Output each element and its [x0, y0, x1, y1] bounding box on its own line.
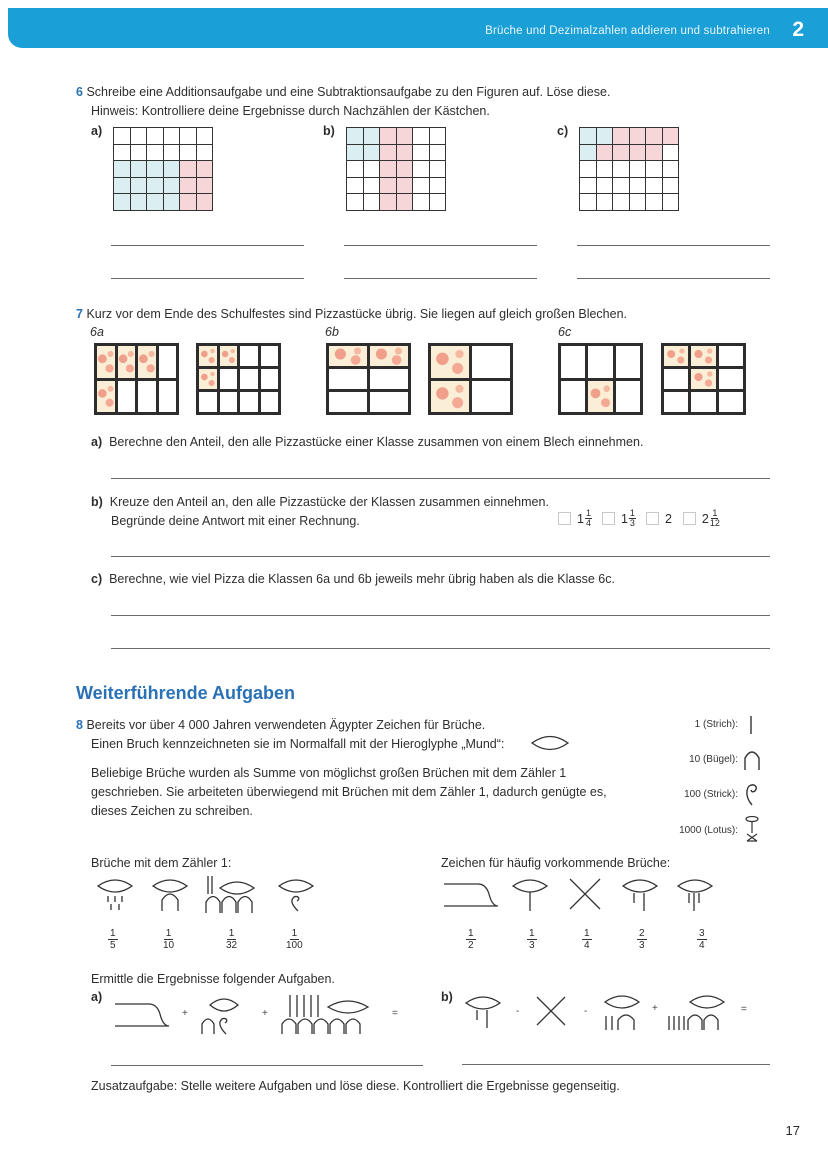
fraction [629, 509, 636, 528]
hieroglyph-one-12th-icon [602, 992, 642, 1032]
task-number: 6 [76, 85, 83, 99]
denominator: 4 [585, 518, 591, 528]
chapter-title: Brüche und Dezimalzahlen addieren und subtrahieren [485, 25, 770, 37]
hieroglyph-three-quarters-icon [675, 876, 715, 912]
hieroglyph-one-third-icon [510, 876, 550, 912]
denominator: 100 [286, 940, 303, 951]
denominator: 2 [468, 940, 474, 951]
task-7c-text: Berechne, wie viel Pizza die Klassen 6a und 6b jeweils mehr übrig haben als die Klasse 6c. [109, 572, 615, 586]
pizza-tray-6c-2 [661, 343, 746, 415]
fraction-label [163, 928, 174, 951]
answer-line-7c-1[interactable] [111, 615, 770, 616]
hieroglyph-one-tenth-icon [150, 876, 190, 912]
operator-equals: = [741, 1004, 747, 1015]
common-fractions-title: Zeichen für häufig vorkommende Brüche: [441, 856, 671, 870]
pizza-tray-6a-1 [94, 343, 179, 415]
denominator: 4 [699, 940, 705, 951]
answer-line-6a-1[interactable] [111, 245, 304, 246]
numerator: 1 [165, 928, 172, 939]
exercise-title: Ermittle die Ergebnisse folgender Aufgaben. [91, 972, 335, 986]
task-number: 7 [76, 307, 83, 321]
answer-line-6c-1[interactable] [577, 245, 770, 246]
answer-line-7b[interactable] [111, 556, 770, 557]
fraction-label [108, 928, 118, 951]
denominator: 12 [709, 518, 720, 528]
task-7-intro-line [76, 305, 627, 324]
denominator: 5 [110, 940, 116, 951]
numeral-label-1: 1 (Strich): [694, 719, 738, 730]
choice-whole: 1 [620, 511, 628, 526]
grid-figure-b [346, 127, 446, 211]
chapter-number: 2 [792, 18, 804, 41]
task-number: 8 [76, 718, 83, 732]
task-6-hint: Hinweis: Kontrolliere deine Ergebnisse durch Nachzählen der Kästchen. [91, 104, 490, 118]
checkbox[interactable] [602, 512, 615, 525]
rope-coil-icon [744, 781, 760, 807]
choice-whole: 2 [701, 511, 709, 526]
task-7a [91, 433, 643, 452]
task-8-line-1 [76, 716, 485, 735]
pizza-tray-6b-2 [428, 343, 513, 415]
numerator: 1 [629, 508, 635, 518]
task-6-instruction: Schreibe eine Additionsaufgabe und eine Subtraktionsaufgabe zu den Figuren auf. Löse diese. [86, 85, 611, 99]
checkbox[interactable] [558, 512, 571, 525]
hieroglyph-one-quarter-icon [567, 876, 603, 912]
answer-line-8a[interactable] [111, 1065, 423, 1066]
task-7b [91, 493, 549, 512]
answer-line-6a-2[interactable] [111, 278, 304, 279]
unit-fractions-title: Brüche mit dem Zähler 1: [91, 856, 232, 870]
task-7c [91, 570, 615, 589]
class-label-6a: 6a [90, 325, 104, 339]
answer-line-8b[interactable] [462, 1064, 770, 1065]
fraction [585, 509, 592, 528]
hieroglyph-one-110th-icon [200, 995, 242, 1035]
task-7b-line-2: Begründe deine Antwort mit einer Rechnung. [111, 514, 360, 528]
stroke-icon [748, 715, 754, 735]
choice-1-1-3[interactable] [602, 509, 636, 528]
fraction-label [697, 928, 707, 951]
fig-c-label: c) [557, 124, 569, 138]
fraction-label [226, 928, 237, 951]
denominator: 3 [629, 518, 635, 528]
lotus-icon [744, 815, 760, 843]
hieroglyph-two-thirds-icon [620, 876, 660, 912]
page-number: 17 [785, 1123, 800, 1138]
numerator: 1 [712, 508, 718, 518]
numerator: 1 [110, 928, 116, 939]
task-6-line-1 [76, 83, 610, 102]
fraction-label [466, 928, 476, 951]
fraction-label [582, 928, 592, 951]
answer-line-7c-2[interactable] [111, 648, 770, 649]
hieroglyph-one-half-icon [442, 880, 498, 910]
numerator: 2 [639, 928, 645, 939]
hieroglyph-one-half-icon [113, 1000, 169, 1030]
operator-minus: - [516, 1006, 520, 1017]
hieroglyph-two-thirds-icon [463, 993, 503, 1029]
task-7a-label: a) [91, 435, 103, 449]
choice-whole: 2 [664, 511, 672, 526]
numerator: 3 [699, 928, 705, 939]
hieroglyph-one-fifth-icon [95, 876, 135, 912]
fig-b-label: b) [323, 124, 335, 138]
class-label-6c: 6c [558, 325, 572, 339]
denominator: 3 [529, 940, 535, 951]
fraction-label [286, 928, 303, 951]
numeral-label-1000: 1000 (Lotus): [679, 825, 738, 836]
pizza-tray-6a-2 [196, 343, 281, 415]
task-8-para-1: Beliebige Brüche wurden als Summe von möglichst großen Brüchen mit dem Zähler 1 [91, 766, 567, 780]
numerator: 1 [468, 928, 474, 939]
numerator: 1 [228, 928, 235, 939]
task-8-para-2: geschrieben. Sie arbeiteten überwiegend mit Brüchen mit dem Zähler 1, dadurch genügte es, [91, 785, 607, 799]
choice-2[interactable] [646, 509, 673, 528]
denominator: 10 [163, 940, 175, 951]
numeral-label-10: 10 (Bügel): [689, 754, 738, 765]
hieroglyph-one-quarter-icon [534, 994, 568, 1028]
task-7b-choices [558, 509, 730, 528]
section-title: Weiterführende Aufgaben [76, 683, 296, 703]
numerator: 1 [529, 928, 535, 939]
numerator: 1 [585, 508, 591, 518]
hieroglyph-one-24th-icon [666, 992, 730, 1032]
operator-minus: - [584, 1006, 588, 1017]
mouth-hieroglyph-icon [530, 734, 570, 752]
operator-plus: + [182, 1008, 188, 1019]
task-8-intro: Bereits vor über 4 000 Jahren verwendeten Ägypter Zeichen für Brüche. [86, 718, 486, 732]
numerator: 1 [584, 928, 590, 939]
hieroglyph-one-hundredth-icon [276, 876, 316, 912]
fraction-label [527, 928, 537, 951]
task-7a-text: Berechne den Anteil, den alle Pizzastücke einer Klasse zusammen von einem Blech einnehmen. [109, 435, 644, 449]
class-label-6b: 6b [325, 325, 339, 339]
answer-line-6b-1[interactable] [344, 245, 537, 246]
exercise-a-label: a) [91, 990, 103, 1004]
pizza-tray-6b-1 [326, 343, 411, 415]
task-8-mouth-text: Einen Bruch kennzeichneten sie im Normalfall mit der Hieroglyphe „Mund“: [91, 737, 505, 751]
task-7c-label: c) [91, 572, 103, 586]
choice-whole: 1 [577, 511, 584, 526]
checkbox[interactable] [683, 512, 696, 525]
denominator: 4 [584, 940, 590, 951]
answer-line-6b-2[interactable] [344, 278, 537, 279]
operator-plus: + [262, 1008, 268, 1019]
choice-2-1-12[interactable] [683, 509, 720, 528]
grid-figure-c [579, 127, 679, 211]
denominator: 32 [226, 940, 238, 951]
task-7b-line-1: Kreuze den Anteil an, den alle Pizzastücke der Klassen zusammen einnehmen. [109, 495, 549, 509]
answer-line-7a[interactable] [111, 478, 770, 479]
pizza-tray-6c-1 [558, 343, 643, 415]
fraction [710, 509, 720, 528]
answer-line-6c-2[interactable] [577, 278, 770, 279]
task-7-instruction: Kurz vor dem Ende des Schulfestes sind Pizzastücke übrig. Sie liegen auf gleich großen Blechen. [86, 307, 628, 321]
task-7b-label: b) [91, 495, 103, 509]
task-8-para-3: dieses Zeichen zu schreiben. [91, 804, 253, 818]
operator-plus: + [652, 1003, 658, 1014]
fraction-label [637, 928, 647, 951]
fig-a-label: a) [91, 124, 103, 138]
denominator: 3 [639, 940, 645, 951]
exercise-b-label: b) [441, 990, 453, 1004]
numerator: 1 [291, 928, 298, 939]
extra-task: Zusatzaufgabe: Stelle weitere Aufgaben und löse diese. Kontrolliert die Ergebnisse gegenseitig. [91, 1079, 620, 1093]
grid-figure-a [113, 127, 213, 211]
hieroglyph-one-32nd-icon [204, 874, 264, 914]
hieroglyph-one-55th-icon [280, 993, 376, 1035]
hobble-icon [743, 749, 761, 771]
checkbox[interactable] [646, 512, 659, 525]
task-8-line-2 [91, 735, 504, 754]
operator-equals: = [392, 1008, 398, 1019]
numeral-label-100: 100 (Strick): [684, 789, 738, 800]
choice-1-1-4[interactable] [558, 509, 592, 528]
